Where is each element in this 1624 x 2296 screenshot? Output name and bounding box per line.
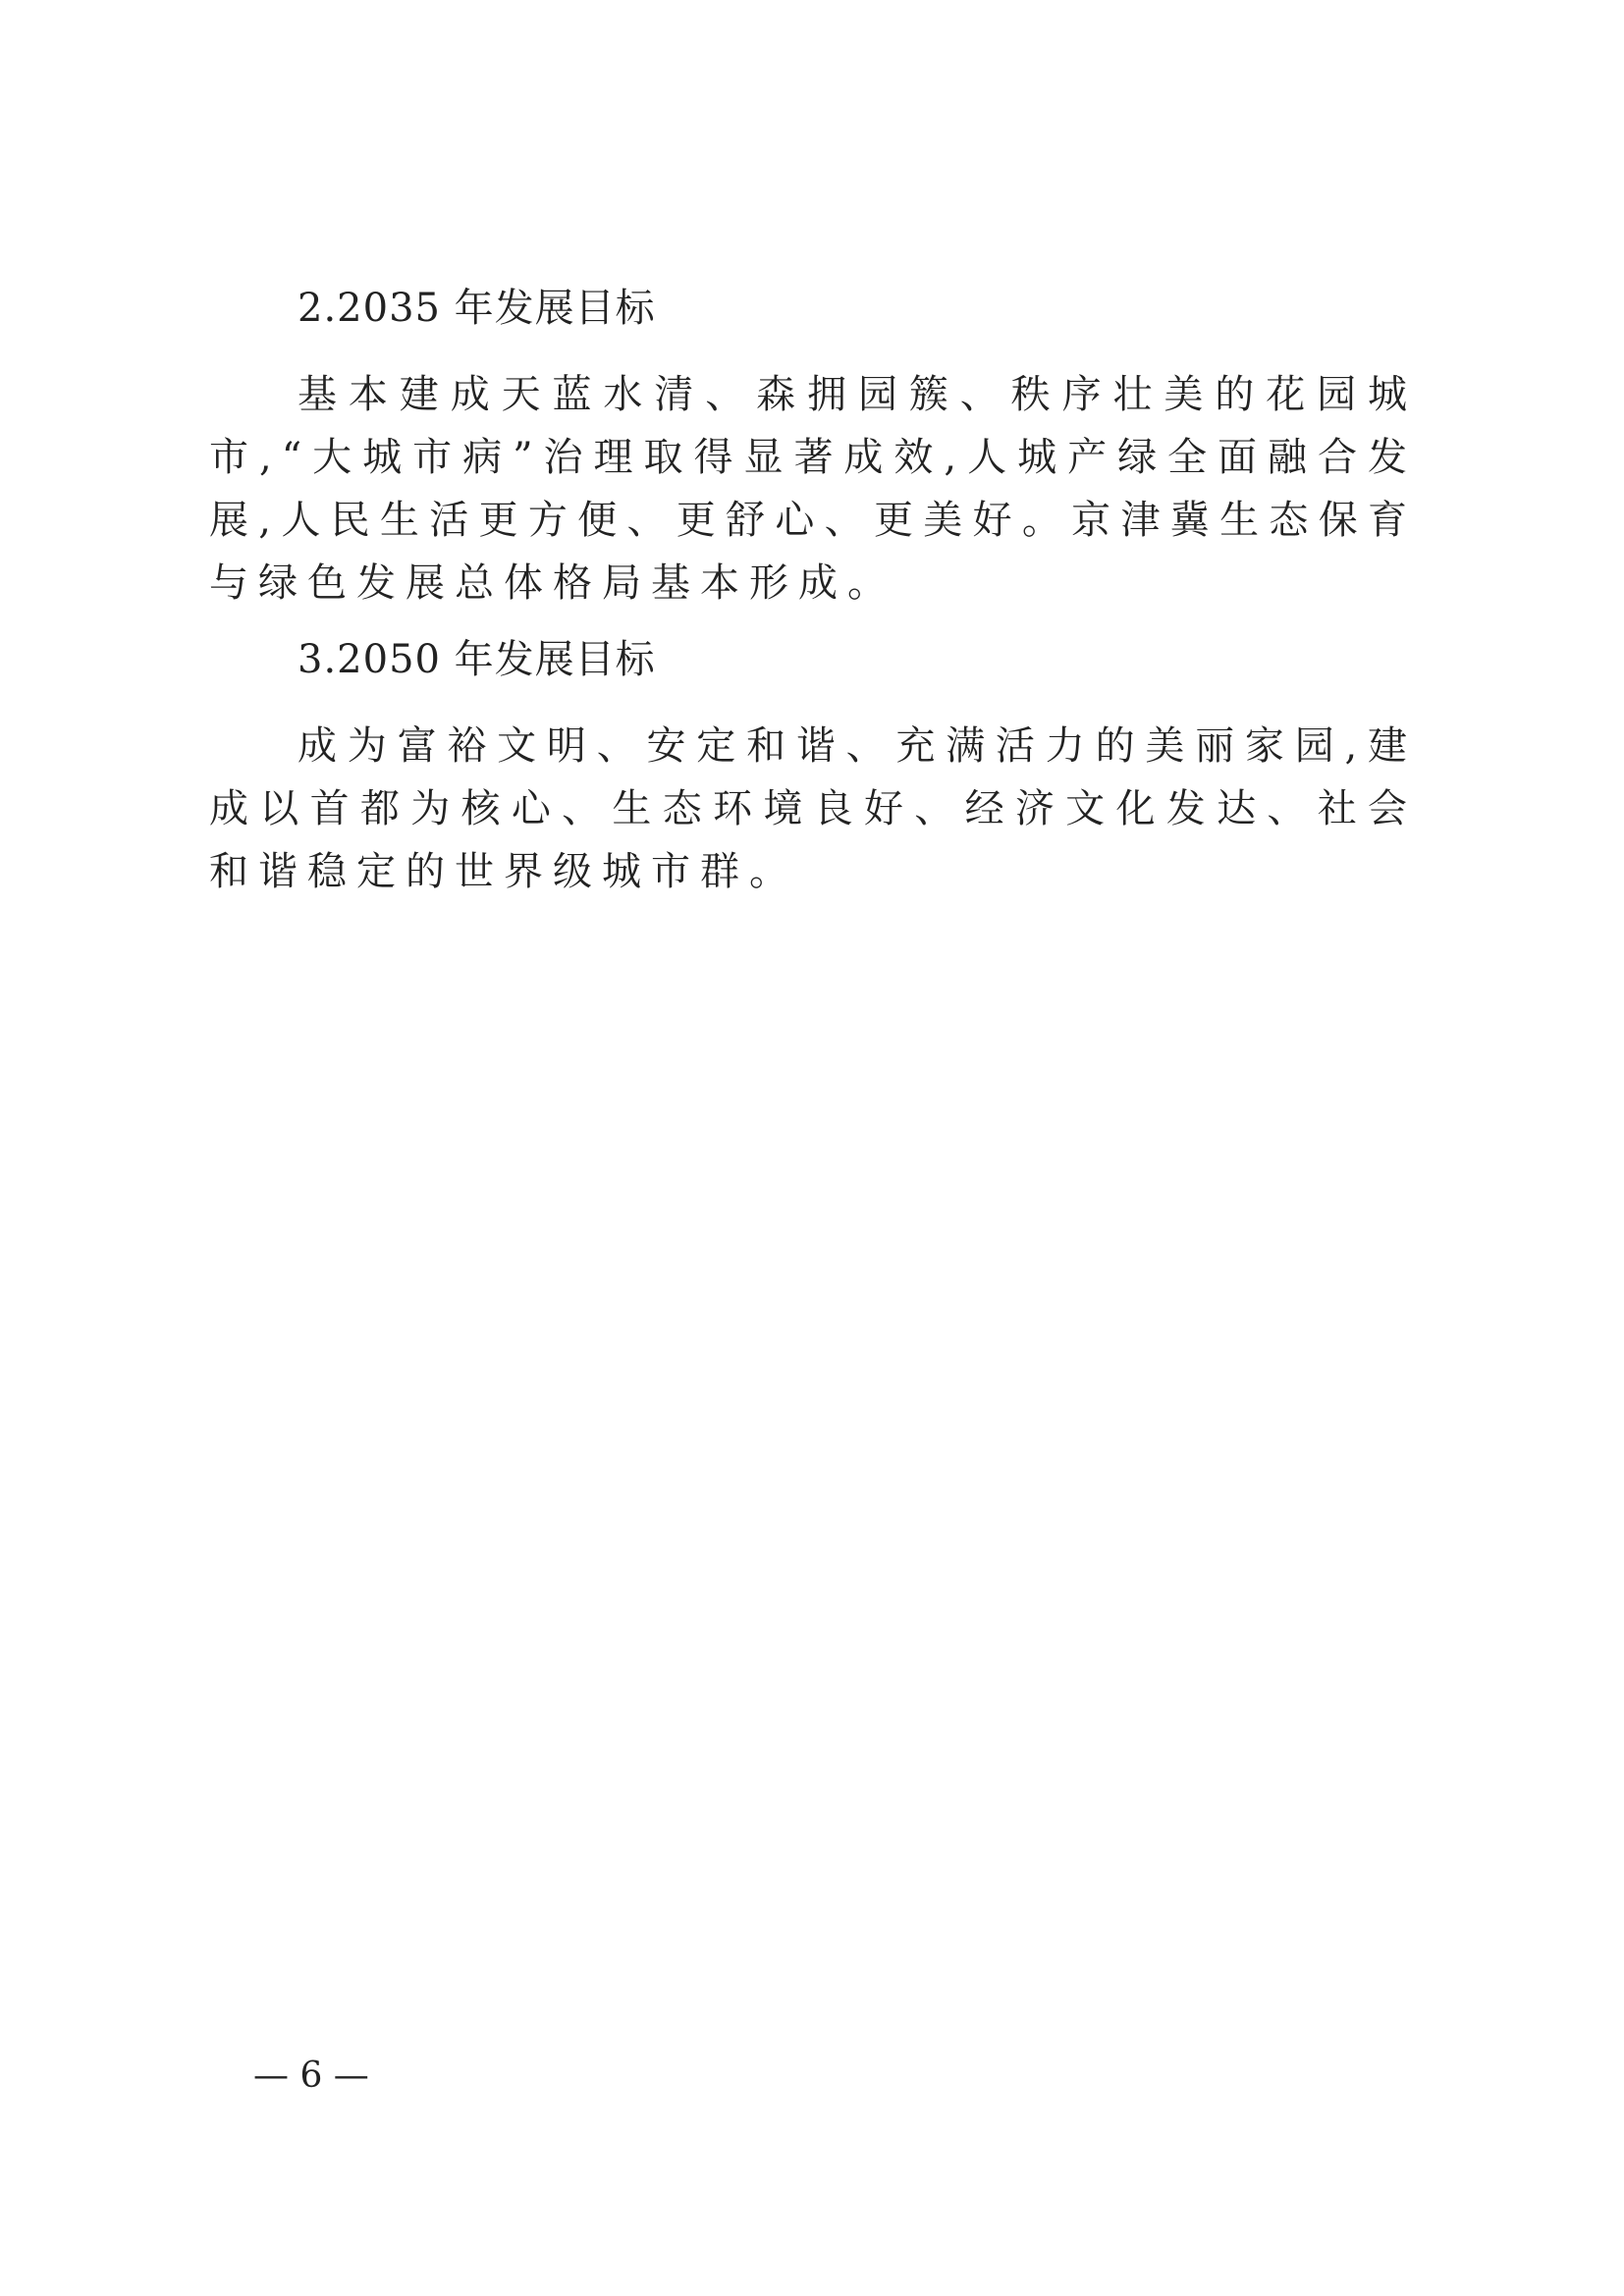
page-number: — 6 — [253,2056,369,2096]
section-heading-2050: 3.2050 年发展目标 [298,637,656,682]
section-heading-2035: 2.2035 年发展目标 [298,286,656,331]
section-paragraph-2050: 成为富裕文明、安定和谐、充满活力的美丽家园,建成以首都为核心、生态环境良好、经济文化发达、社会和谐稳定的世界级城市群。 [209,723,1417,894]
body-text [209,275,1417,903]
section-paragraph-2035: 基本建成天蓝水清、森拥园簇、秩序壮美的花园城市,“大城市病”治理取得显著成效,人城产绿全面融合发展,人民生活更方便、更舒心、更美好。京津冀生态保育与绿色发展总体格局基本形成。 [209,372,1417,606]
